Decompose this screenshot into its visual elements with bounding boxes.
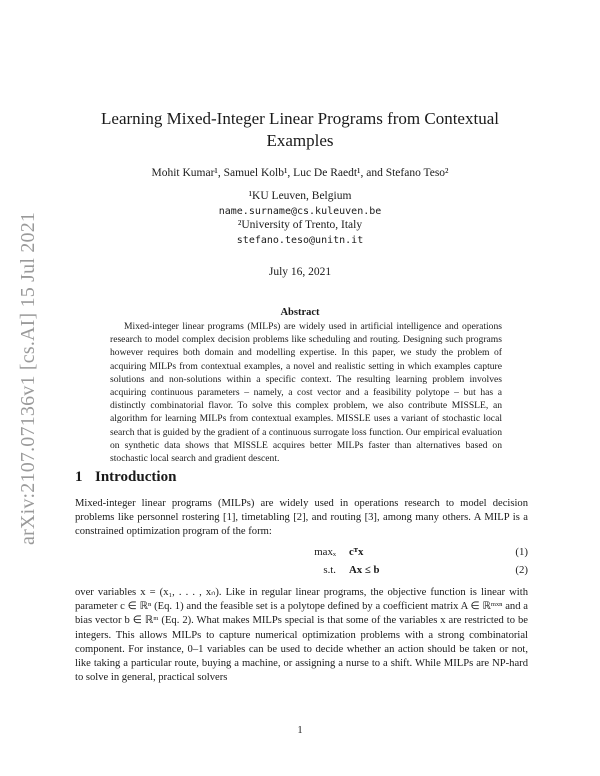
abstract-heading: Abstract [280, 307, 320, 318]
equation-2-lhs: s.t. [323, 564, 336, 576]
equation-2-rhs: Ax ≤ b [349, 564, 380, 576]
email-ku-leuven: name.surname@cs.kuleuven.be [218, 206, 382, 217]
email-trento: stefano.teso@unitn.it [236, 235, 364, 246]
intro-paragraph-2: over variables x = (x₁, . . . , xₙ). Like in regular linear programs, the objective function is linear with parameter c ∈ ℝⁿ (Eq. 1) and the feasible set is a polytope defined by a coefficient matrix A ∈ ℝᵐˣⁿ and a bias vector b ∈ ℝᵐ (Eq. 2). What makes MILPs special is that some of the variables x are restricted to be integers. This allows MILPs to capture numerical optimization problems with a strong combinatorial component. For instance, 0–1 variables can be used to decide whether an action should be taken or not, like taking a particular route, buying a machine, or assigning a nurse to a shift. While MILPs are NP-hard to solve in general, practical solvers [75, 587, 528, 684]
equation-1 [75, 546, 528, 562]
paper-title: Learning Mixed-Integer Linear Programs from Contextual Examples [101, 109, 499, 150]
page-number: 1 [297, 725, 303, 736]
section-number: 1 [75, 469, 83, 485]
abstract-text: Mixed-integer linear programs (MILPs) are widely used in artificial intelligence and operations research to model complex decision problems like scheduling and routing. Designing such programs however requires both domain and modelling expertise. In this paper, we study the problem of acquiring MILPs from contextual examples, a novel and realistic setting in which examples capture solutions and non-solutions within a specific context. The resulting learning problem involves acquiring continuous parameters – namely, a cost vector and a feasibility polytope – but has a distinctly combinatorial flavor. To solve this complex problem, we also contribute MISSLE, an algorithm for learning MILPs from contextual examples. MISSLE uses a variant of stochastic local search that is guided by the gradient of a continuous surrogate loss function. Our empirical evaluation on synthetic data shows that MISSLE acquires better MILPs faster than alternatives based on stochastic local search and gradient descent. [110, 321, 502, 465]
equation-2 [75, 564, 528, 580]
author-list: Mohit Kumar¹, Samuel Kolb¹, Luc De Raedt¹, and Stefano Teso² [151, 167, 449, 179]
equation-2-number: (2) [515, 564, 528, 576]
section-title: Introduction [95, 469, 177, 485]
affiliation-ku-leuven: ¹KU Leuven, Belgium [248, 190, 352, 202]
paper-date: July 16, 2021 [268, 266, 332, 278]
arxiv-identifier-stamp: arXiv:2107.07136v1 [cs.AI] 15 Jul 2021 [17, 211, 39, 545]
affiliation-trento: ²University of Trento, Italy [237, 219, 363, 231]
equation-1-rhs: cᵀx [349, 546, 364, 558]
section-heading [75, 469, 176, 486]
equation-1-number: (1) [515, 546, 528, 558]
equation-1-lhs: maxₓ [314, 546, 336, 558]
intro-paragraph-1: Mixed-integer linear programs (MILPs) are widely used in operations research to model decision problems like personnel rostering [1], timetabling [2], and routing [3], among many others. A MILP is a constrained optimization program of the form: [75, 498, 528, 538]
